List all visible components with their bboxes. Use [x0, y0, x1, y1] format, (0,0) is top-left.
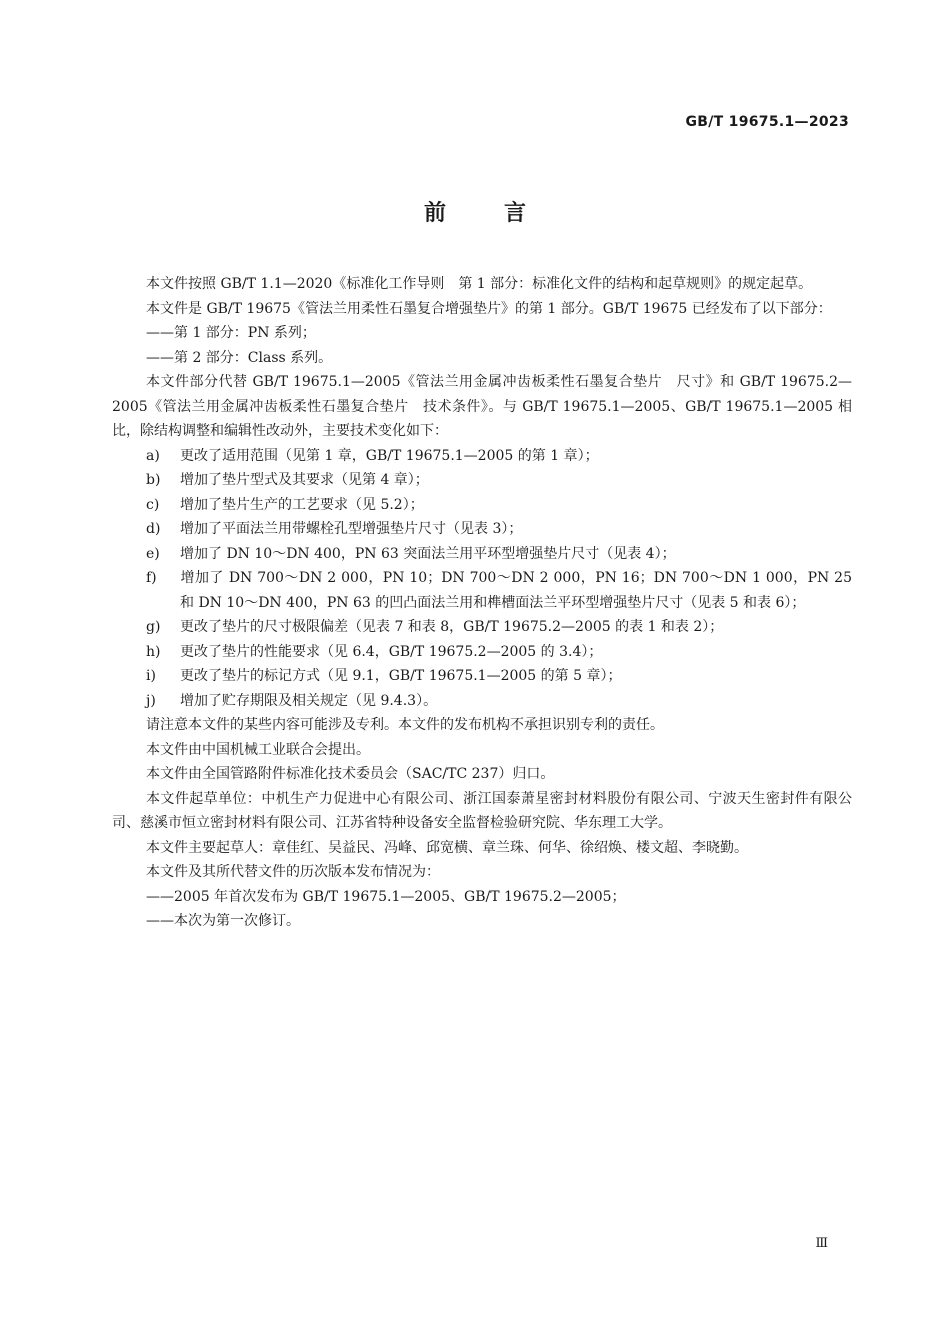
document-body [112, 272, 852, 934]
paragraph-committee: 本文件由全国管路附件标准化技术委员会（SAC/TC 237）归口。 [146, 766, 555, 782]
change-item-text: 增加了 DN 700～DN 2 000，PN 10；DN 700～DN 2 000，PN 16；DN 700～DN 1 000，PN 25 和 DN 10～DN 400，PN 63 的凹凸面法兰用和榫槽面法兰平环型增强垫片尺寸（见表 5 和表 6）； [180, 570, 852, 611]
change-item-label: c) [146, 496, 160, 513]
change-item-text: 增加了平面法兰用带螺栓孔型增强垫片尺寸（见表 3）； [180, 521, 523, 537]
change-item-text: 更改了垫片的性能要求（见 6.4，GB/T 19675.2—2005 的 3.4）； [180, 643, 603, 660]
paragraph-replacement: 本文件部分代替 GB/T 19675.1—2005《管法兰用金属冲齿板柔性石墨复合垫片 尺寸》和 GB/T 19675.2—2005《管法兰用金属冲齿板柔性石墨复合垫片 技术条件》。与 GB/T 19675.1—2005、GB/T 19675.1—2005 相比，除结构调整和编辑性改动外，主要技术变化如下： [112, 374, 852, 439]
change-item-g [112, 615, 852, 640]
change-item-label: h) [146, 643, 161, 660]
change-item-text: 更改了适用范围（见第 1 章，GB/T 19675.1—2005 的第 1 章）； [180, 447, 599, 464]
change-item-f [112, 566, 852, 615]
standard-number: GB/T 19675.1—2023 [685, 114, 849, 130]
paragraph-drafting-rules: 本文件按照 GB/T 1.1—2020《标准化工作导则 第 1 部分：标准化文件的结构和起草规则》的规定起草。 [146, 276, 813, 292]
change-item-label: d) [146, 521, 161, 537]
paragraph-parts-intro: 本文件是 GB/T 19675《管法兰用柔性石墨复合增强垫片》的第 1 部分。GB/T 19675 已经发布了以下部分： [146, 300, 832, 317]
change-item-text: 增加了垫片型式及其要求（见第 4 章）； [180, 472, 429, 488]
change-item-text: 增加了 DN 10～DN 400，PN 63 突面法兰用平环型增强垫片尺寸（见表 4）； [180, 545, 676, 562]
change-item-b [112, 468, 852, 493]
change-item-a [112, 444, 852, 469]
change-item-label: b) [146, 472, 161, 488]
change-item-d [112, 517, 852, 542]
change-item-label: j) [146, 692, 156, 709]
page-title: 前言 [423, 201, 584, 226]
change-item-label: f) [146, 570, 157, 586]
change-item-label: i) [146, 668, 156, 684]
change-item-c [112, 493, 852, 518]
paragraph-drafting-units: 本文件起草单位：中机生产力促进中心有限公司、浙江国泰萧星密封材料股份有限公司、宁波天生密封件有限公司、慈溪市恒立密封材料有限公司、江苏省特种设备安全监督检验研究院、华东理工大学。 [112, 790, 852, 831]
dash-item-history-2005: ——2005 年首次发布为 GB/T 19675.1—2005、GB/T 19675.2—2005； [146, 888, 626, 905]
change-item-text: 增加了贮存期限及相关规定（见 9.4.3）。 [180, 692, 438, 709]
paragraph-patent-notice: 请注意本文件的某些内容可能涉及专利。本文件的发布机构不承担识别专利的责任。 [146, 717, 664, 733]
change-item-text: 更改了垫片的标记方式（见 9.1，GB/T 19675.1—2005 的第 5 章）； [180, 668, 622, 684]
change-item-j [112, 689, 852, 714]
page-number: Ⅲ [815, 1236, 828, 1251]
change-item-text: 更改了垫片的尺寸极限偏差（见表 7 和表 8，GB/T 19675.2—2005 的表 1 和表 2）； [180, 619, 724, 635]
change-item-label: g) [146, 619, 161, 635]
paragraph-history-intro: 本文件及其所代替文件的历次版本发布情况为： [146, 864, 440, 880]
change-item-h [112, 640, 852, 665]
paragraph-proposer: 本文件由中国机械工业联合会提出。 [146, 741, 370, 758]
dash-item-part-2: ——第 2 部分：Class 系列。 [146, 349, 333, 366]
dash-item-history-revision: ——本次为第一次修订。 [146, 913, 300, 929]
change-item-e [112, 542, 852, 567]
change-item-i [112, 664, 852, 689]
change-item-label: a) [146, 447, 160, 464]
dash-item-part-1: ——第 1 部分：PN 系列； [146, 325, 316, 341]
change-item-text: 增加了垫片生产的工艺要求（见 5.2）； [180, 496, 424, 513]
change-item-label: e) [146, 545, 160, 562]
paragraph-drafters: 本文件主要起草人：章佳红、吴益民、冯峰、邱宽横、章兰珠、何华、徐绍焕、楼文超、李晓勤。 [146, 839, 748, 856]
